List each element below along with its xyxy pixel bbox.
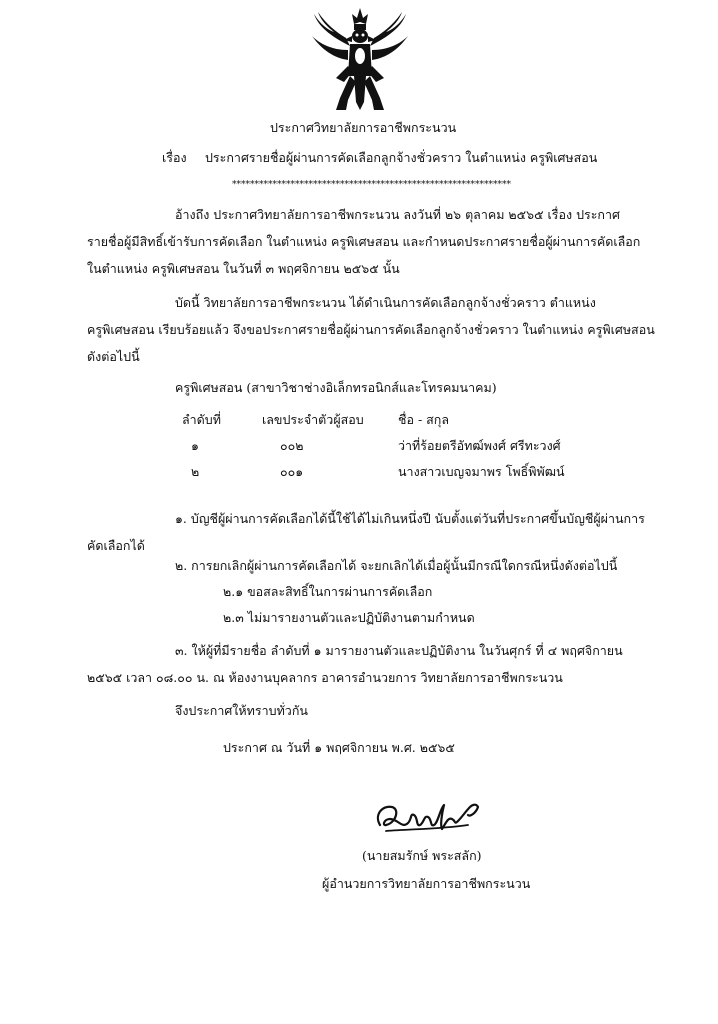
table-row1-name: ว่าที่ร้อยตรีอัทฒ์พงศ์ ศรีทะวงศ์ — [398, 438, 561, 453]
para1-line1: อ้างถึง ประกาศวิทยาลัยการอาชีพกระนวน ลงวันที่ ๒๖ ตุลาคม ๒๕๖๕ เรื่อง ประกาศ — [175, 207, 620, 222]
table-row2-name: นางสาวเบญจมาพร โพธิ์พิพัฒน์ — [398, 464, 565, 479]
para1-line3: ในตำแหน่ง ครูพิเศษสอน ในวันที่ ๓ พฤศจิกายน ๒๕๖๕ นั้น — [87, 261, 400, 276]
condition-1-line1: ๑. บัญชีผู้ผ่านการคัดเลือกได้นี้ใช้ได้ไม่เกินหนึ่งปี นับตั้งแต่วันที่ประกาศขึ้นบัญชีผู้ผ่านการ — [175, 511, 645, 526]
table-header-name: ชื่อ - สกุล — [398, 412, 450, 427]
condition-3-line2: ๒๕๖๕ เวลา ๐๘.๐๐ น. ณ ห้องงานบุคลากร อาคารอำนวยการ วิทยาลัยการอาชีพกระนวน — [87, 670, 563, 685]
table-row1-exam-id: ๐๐๒ — [280, 438, 304, 453]
condition-1-line2: คัดเลือกได้ — [87, 538, 145, 553]
para2-line1: บัดนี้ วิทยาลัยการอาชีพกระนวน ได้ดำเนินการคัดเลือกลูกจ้างชั่วคราว ตำแหน่ง — [175, 295, 596, 310]
condition-2-3: ๒.๓ ไม่มารายงานตัวและปฏิบัติงานตามกำหนด — [223, 610, 475, 625]
para2-line3: ดังต่อไปนี้ — [87, 349, 140, 364]
signer-name: (นายสมรักษ์ พระสลัก) — [362, 848, 482, 863]
table-header-order: ลำดับที่ — [182, 412, 221, 427]
para2-line2: ครูพิเศษสอน เรียบร้อยแล้ว จึงขอประกาศรายชื่อผู้ผ่านการคัดเลือกลูกจ้างชั่วคราว ในตำแหน่ง ครูพิเศษสอน — [87, 322, 655, 337]
agency-title: ประกาศวิทยาลัยการอาชีพกระนวน — [270, 120, 457, 135]
para1-line2: รายชื่อผู้มีสิทธิ์เข้ารับการคัดเลือก ในตำแหน่ง ครูพิเศษสอน และกำหนดประกาศรายชื่อผู้ผ่านการคัดเลือก — [87, 234, 641, 249]
condition-2: ๒. การยกเลิกผู้ผ่านการคัดเลือกได้ จะยกเลิกได้เมื่อผู้นั้นมีกรณีใดกรณีหนึ่งดังต่อไปนี้ — [175, 558, 618, 573]
announcement-date: ประกาศ ณ วันที่ ๑ พฤศจิกายน พ.ศ. ๒๕๖๕ — [223, 740, 455, 755]
table-row1-order: ๑ — [191, 438, 199, 453]
garuda-emblem-icon — [310, 6, 410, 116]
table-row2-exam-id: ๐๐๑ — [280, 464, 304, 479]
subject-label: เรื่อง — [162, 150, 187, 165]
signature-image — [372, 795, 492, 840]
condition-3-line1: ๓. ให้ผู้ที่มีรายชื่อ ลำดับที่ ๑ มารายงานตัวและปฏิบัติงาน ในวันศุกร์ ที่ ๔ พฤศจิกายน — [175, 643, 623, 658]
table-header-exam-id: เลขประจำตัวผู้สอบ — [262, 412, 364, 427]
subject-text: ประกาศรายชื่อผู้ผ่านการคัดเลือกลูกจ้างชั่วคราว ในตำแหน่ง ครูพิเศษสอน — [205, 150, 598, 165]
condition-2-1: ๒.๑ ขอสละสิทธิ์ในการผ่านการคัดเลือก — [223, 584, 433, 599]
closing-notice: จึงประกาศให้ทราบทั่วกัน — [175, 703, 308, 718]
table-row2-order: ๒ — [191, 464, 200, 479]
divider-line: ************************************************************** — [232, 180, 511, 190]
signer-title: ผู้อำนวยการวิทยาลัยการอาชีพกระนวน — [322, 876, 531, 891]
position-line: ครูพิเศษสอน (สาขาวิชาช่างอิเล็กทรอนิกส์และโทรคมนาคม) — [175, 380, 497, 395]
